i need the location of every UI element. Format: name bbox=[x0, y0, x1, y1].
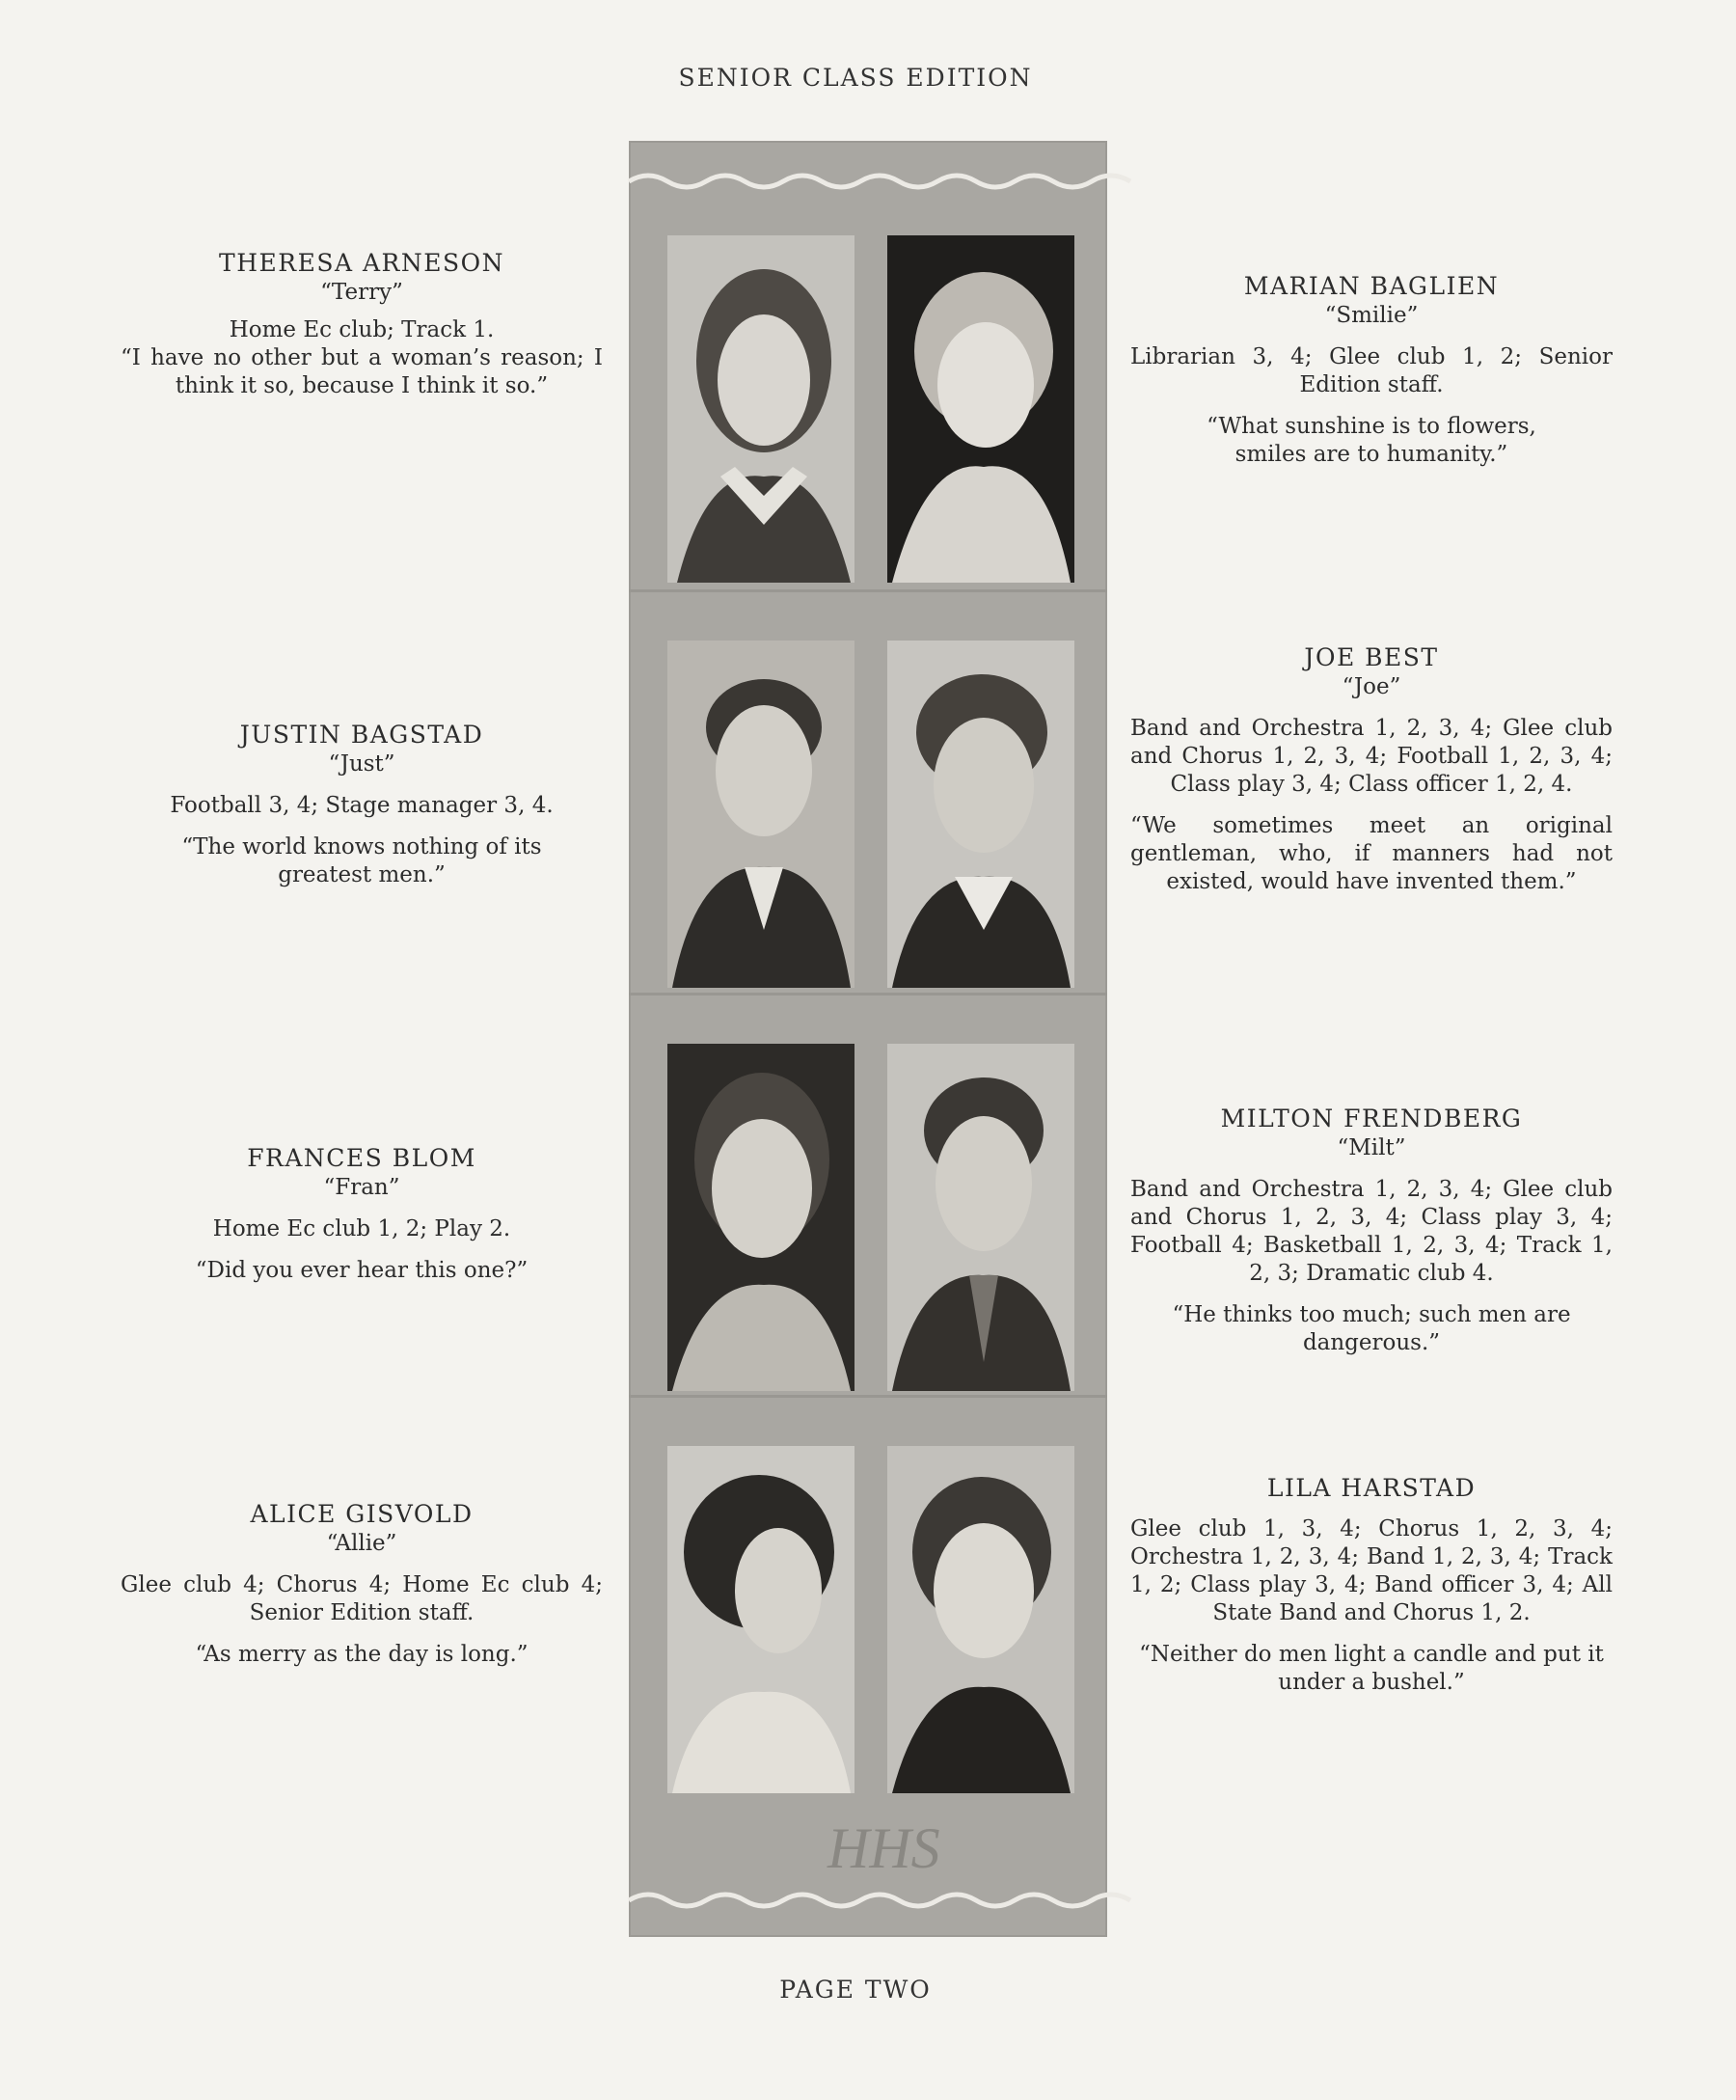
senior-quote: “The world knows nothing of its greatest men.” bbox=[181, 834, 542, 887]
senior-entry bbox=[1130, 1474, 1613, 1697]
senior-nickname: “Allie” bbox=[326, 1531, 397, 1556]
senior-name: LILA HARSTAD bbox=[1266, 1474, 1477, 1502]
portrait-photo bbox=[667, 1446, 854, 1793]
senior-quote: “What sunshine is to flowers, smiles are to humanity.” bbox=[1207, 414, 1536, 467]
senior-nickname: “Smilie” bbox=[1324, 303, 1419, 328]
senior-name: MILTON FRENDBERG bbox=[1220, 1105, 1523, 1132]
wave-border-bottom bbox=[629, 1885, 1107, 1914]
senior-entry bbox=[121, 1144, 603, 1285]
senior-name: JUSTIN BAGSTAD bbox=[239, 721, 484, 749]
senior-activities: Glee club 1, 3, 4; Chorus 1, 2, 3, 4; Orchestra 1, 2, 3, 4; Band 1, 2, 3, 4; Track 1, 2; Class play 3, 4; Band officer 3, 4; All State Band and Chorus 1, 2. bbox=[1130, 1516, 1613, 1625]
page-header: SENIOR CLASS EDITION bbox=[678, 64, 1033, 92]
senior-entry bbox=[121, 249, 603, 400]
senior-activities: Band and Orchestra 1, 2, 3, 4; Glee club and Chorus 1, 2, 3, 4; Class play 3, 4; Football 4; Basketball 1, 2, 3, 4; Track 1, 2, 3; Dramatic club 4. bbox=[1130, 1177, 1613, 1286]
senior-entry bbox=[121, 1500, 603, 1669]
senior-name: ALICE GISVOLD bbox=[250, 1500, 474, 1528]
portrait-photo bbox=[667, 235, 854, 583]
senior-nickname: “Terry” bbox=[320, 280, 403, 305]
senior-name: JOE BEST bbox=[1304, 643, 1439, 671]
wave-border-top bbox=[629, 166, 1107, 195]
senior-quote: “I have no other but a woman’s reason; I think it so, because I think it so.” bbox=[121, 345, 603, 398]
portrait-photo bbox=[887, 235, 1074, 583]
senior-name: THERESA ARNESON bbox=[219, 249, 504, 277]
school-monogram bbox=[822, 1798, 940, 1895]
senior-quote: “We sometimes meet an original gentleman, who, if manners had not existed, would have invented them.” bbox=[1130, 813, 1613, 894]
senior-activities: Home Ec club; Track 1. bbox=[229, 317, 495, 342]
portrait-photo bbox=[667, 641, 854, 988]
senior-activities: Home Ec club 1, 2; Play 2. bbox=[212, 1216, 511, 1241]
page-footer: PAGE TWO bbox=[779, 1976, 932, 2004]
portrait-photo bbox=[667, 1044, 854, 1391]
senior-activities: Glee club 4; Chorus 4; Home Ec club 4; Senior Edition staff. bbox=[121, 1572, 603, 1625]
senior-name: FRANCES BLOM bbox=[247, 1144, 476, 1172]
portrait-photo bbox=[887, 1446, 1074, 1793]
senior-quote: “As merry as the day is long.” bbox=[195, 1642, 529, 1667]
svg-text:HHS: HHS bbox=[827, 1816, 940, 1880]
senior-nickname: “Joe” bbox=[1342, 674, 1401, 699]
senior-entry bbox=[1130, 272, 1613, 469]
senior-activities: Librarian 3, 4; Glee club 1, 2; Senior Edition staff. bbox=[1130, 344, 1613, 397]
senior-nickname: “Milt” bbox=[1337, 1135, 1406, 1160]
senior-activities: Band and Orchestra 1, 2, 3, 4; Glee club and Chorus 1, 2, 3, 4; Football 1, 2, 3, 4; Class play 3, 4; Class officer 1, 2, 4. bbox=[1130, 716, 1613, 797]
senior-quote: “Neither do men light a candle and put it under a bushel.” bbox=[1139, 1642, 1604, 1695]
senior-entry bbox=[121, 721, 603, 889]
senior-name: MARIAN BAGLIEN bbox=[1243, 272, 1500, 300]
senior-quote: “Did you ever hear this one?” bbox=[195, 1258, 529, 1283]
portrait-photo bbox=[887, 1044, 1074, 1391]
senior-entry bbox=[1130, 643, 1613, 896]
photo-strip bbox=[629, 141, 1107, 1937]
senior-nickname: “Just” bbox=[328, 751, 395, 777]
portrait-photo bbox=[887, 641, 1074, 988]
senior-quote: “He thinks too much; such men are dangerous.” bbox=[1172, 1302, 1571, 1355]
senior-nickname: “Fran” bbox=[323, 1175, 400, 1200]
senior-entry bbox=[1130, 1105, 1613, 1357]
senior-activities: Football 3, 4; Stage manager 3, 4. bbox=[170, 793, 554, 818]
